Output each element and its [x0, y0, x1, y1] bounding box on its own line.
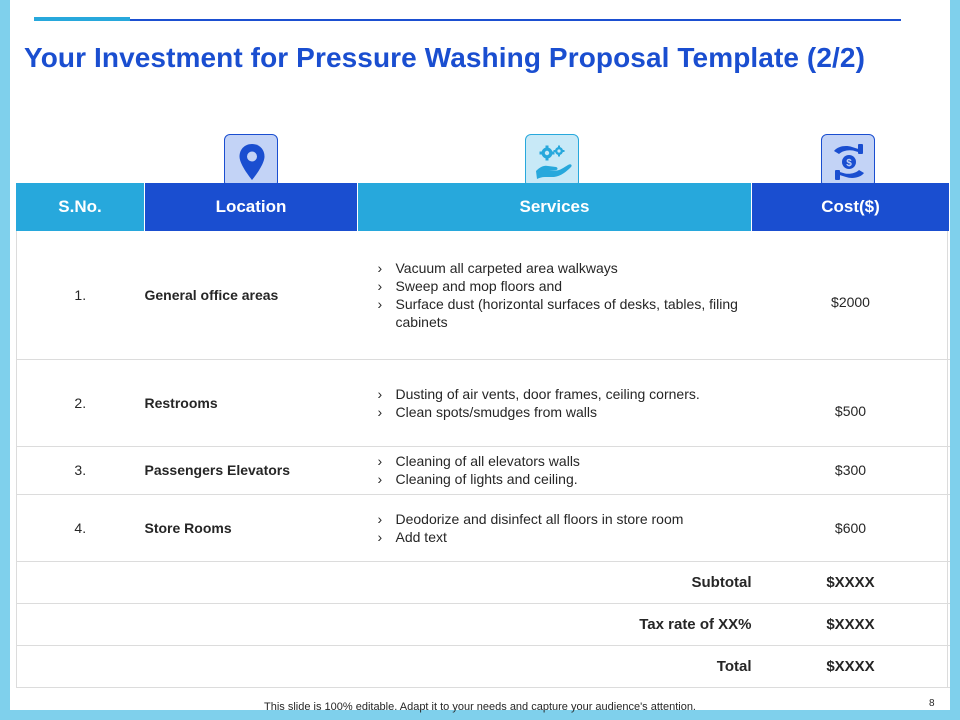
- summary-row-subtotal: [16, 561, 950, 603]
- summary-row-tax: [16, 603, 950, 645]
- row-services: [358, 446, 752, 494]
- table-row: [16, 446, 950, 494]
- table-header-row: [16, 183, 950, 231]
- row-cost: $600: [752, 494, 950, 561]
- row-sno: 4.: [16, 494, 145, 561]
- row-sno: 2.: [16, 359, 145, 446]
- location-pin-icon: [224, 134, 278, 188]
- title-rule: [130, 19, 901, 21]
- service-item: › Add text: [378, 528, 752, 546]
- row-location: Store Rooms: [145, 494, 358, 561]
- service-item: › Dusting of air vents, door frames, ceiling corners.: [378, 385, 752, 403]
- hands-coin-icon: [821, 134, 875, 188]
- table-row: [16, 231, 950, 359]
- page-title: Your Investment for Pressure Washing Proposal Template (2/2): [24, 42, 866, 73]
- row-location: Restrooms: [145, 359, 358, 446]
- investment-table: [16, 183, 950, 688]
- header-services: Services: [358, 183, 752, 231]
- service-item: › Cleaning of all elevators walls: [378, 452, 752, 470]
- summary-row-total: [16, 645, 950, 687]
- subtotal-label: Subtotal: [16, 561, 752, 603]
- row-cost: $2000: [752, 231, 950, 359]
- row-location: Passengers Elevators: [145, 446, 358, 494]
- row-location: General office areas: [145, 231, 358, 359]
- row-cost: $300: [752, 446, 950, 494]
- total-value: $XXXX: [752, 645, 950, 687]
- service-item: › Clean spots/smudges from walls: [378, 403, 752, 421]
- service-item: › Sweep and mop floors and: [378, 277, 752, 295]
- svg-text:$: $: [846, 158, 852, 169]
- header-sno: S.No.: [16, 183, 145, 231]
- total-label: Total: [16, 645, 752, 687]
- title-accent-line: [34, 17, 130, 21]
- table-row: [16, 359, 950, 446]
- service-item: › Deodorize and disinfect all floors in store room: [378, 510, 752, 528]
- header-location: Location: [145, 183, 358, 231]
- page-number: 8: [929, 698, 935, 709]
- header-cost: Cost($): [752, 183, 950, 231]
- tax-value: $XXXX: [752, 603, 950, 645]
- tax-label: Tax rate of XX%: [16, 603, 752, 645]
- service-item: › Surface dust (horizontal surfaces of desks, tables, filing cabinets: [378, 295, 752, 331]
- hand-gears-icon: [525, 134, 579, 188]
- row-services: [358, 494, 752, 561]
- service-item: › Vacuum all carpeted area walkways: [378, 259, 752, 277]
- footer-note: This slide is 100% editable. Adapt it to your needs and capture your audience's attention.: [264, 701, 696, 713]
- row-sno: 1.: [16, 231, 145, 359]
- row-services: [358, 231, 752, 359]
- row-services: [358, 359, 752, 446]
- service-item: › Cleaning of lights and ceiling.: [378, 470, 752, 488]
- row-sno: 3.: [16, 446, 145, 494]
- row-cost: $500: [752, 359, 950, 446]
- subtotal-value: $XXXX: [752, 561, 950, 603]
- slide: [10, 0, 950, 710]
- table-row: [16, 494, 950, 561]
